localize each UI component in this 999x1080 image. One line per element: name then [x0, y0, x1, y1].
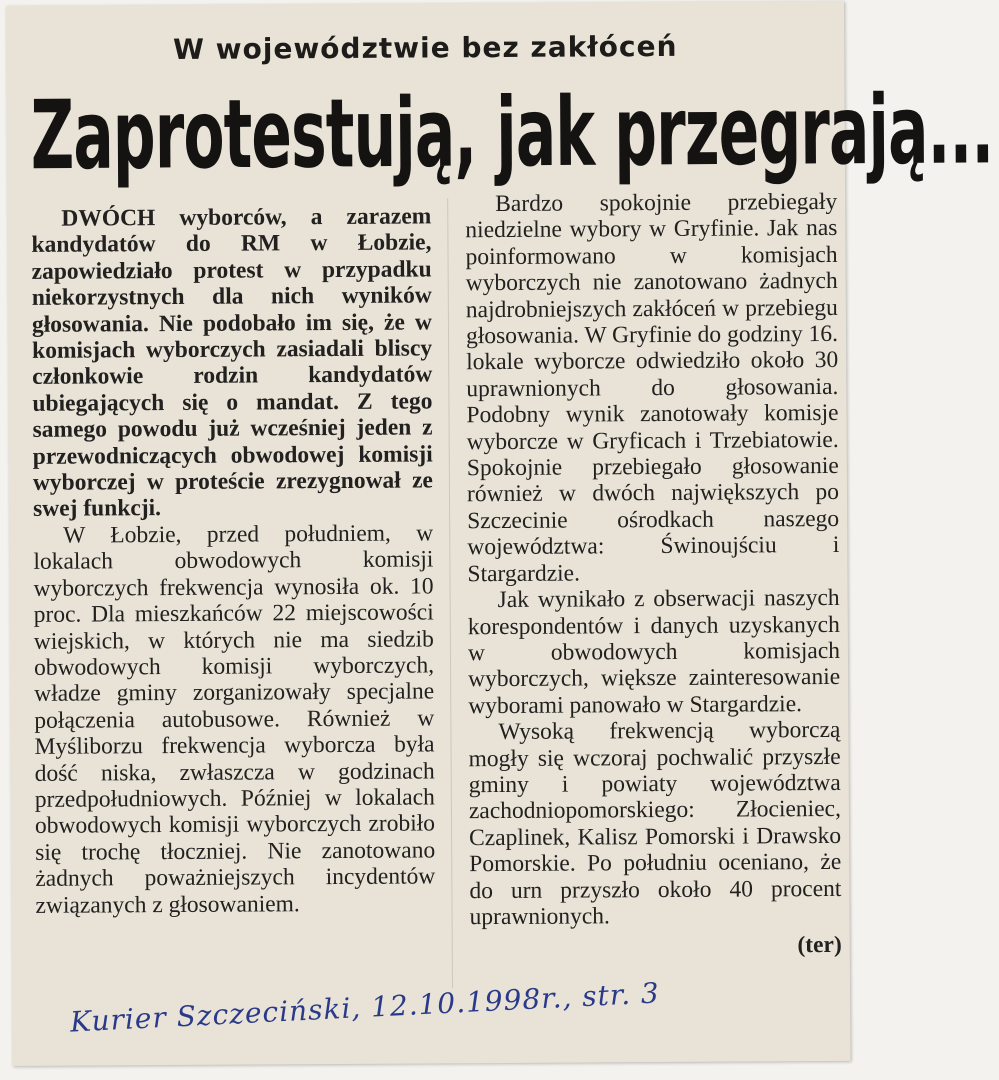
handwritten-source-note: Kurier Szczeciński, 12.10.1998r., str. 3: [69, 976, 661, 1039]
right-column: [465, 189, 842, 961]
left-column: [31, 203, 435, 918]
article-kicker: W województwie bez zakłóceń: [172, 29, 678, 66]
author-byline: (ter): [797, 932, 842, 959]
newspaper-clipping: [6, 1, 994, 1066]
left-paragraph-2: W Łobzie, przed południem, w lokalach obwodowych komisji wyborczych frekwencja wynosiła ok. 10 proc. Dla mieszkańców 22 miejscowości wiejskich, w których nie ma siedzib obwodowych komisji wyborczych, władze gminy zorganizowały specjalne połączenia autobusowe. Również w Myśliborzu frekwencja wyborcza była dość niska, zwłaszcza w godzinach przedpołudniowych. Później w lokalach obwodowych komisji wyborczych zrobiło się trochę tłoczniej. Nie zanotowano żadnych poważniejszych incydentów związanych z głosowaniem.: [33, 520, 436, 919]
right-paragraph-3: Wysoką frekwencją wyborczą mogły się wczoraj pochwalić przyszłe gminy i powiaty województwa zachodniopomorskiego: Złocieniec, Czaplinek, Kalisz Pomorski i Drawsko Pomorskie. Po południu oceniano, że do urn przyszło około 40 procent uprawnionych.: [468, 717, 842, 931]
right-paragraph-1: Bardzo spokojnie przebiegały niedzielne wybory w Gryfinie. Jak nas poinformowano w komisjach wyborczych nie zanotowano żadnych najdrobniejszych zakłóceń w przebiegu głosowania. W Gryfinie do godziny 16. lokale wyborcze odwiedziło około 30 uprawnionych do głosowania. Podobny wynik zanotowały komisje wyborcze w Gryficach i Trzebiatowie. Spokojnie przebiegało głosowanie również w dwóch największych po Szczecinie ośrodkach naszego województwa: Świnoujściu i Stargardzie.: [465, 188, 840, 587]
right-paragraph-2: Jak wynikało z obserwacji naszych korespondentów i danych uzyskanych w obwodowych komisjach wyborczych, większe zainteresowanie wyborami panowało w Stargardzie.: [467, 585, 841, 719]
article-headline: Zaprotestują, jak przegrają...: [30, 75, 994, 193]
lead-word: DWÓCH: [61, 205, 156, 232]
left-paragraph-1-text: wyborców, a zarazem kandydatów do RM w Łobzie, zapowiedziało protest w przypadku niekorzystnych dla nich wyników głosowania. Nie podobało im się, że w komisjach wyborczych zasiadali bliscy członkowie rodzin kandydatów ubiegających się o mandat. Z tego samego powodu już wcześniej jeden z przewodniczących obwodowej komisji wyborczej w proteście zrezygnował ze swej funkcji.: [31, 203, 433, 523]
column-divider: [447, 198, 453, 988]
left-paragraph-1: [31, 203, 433, 522]
